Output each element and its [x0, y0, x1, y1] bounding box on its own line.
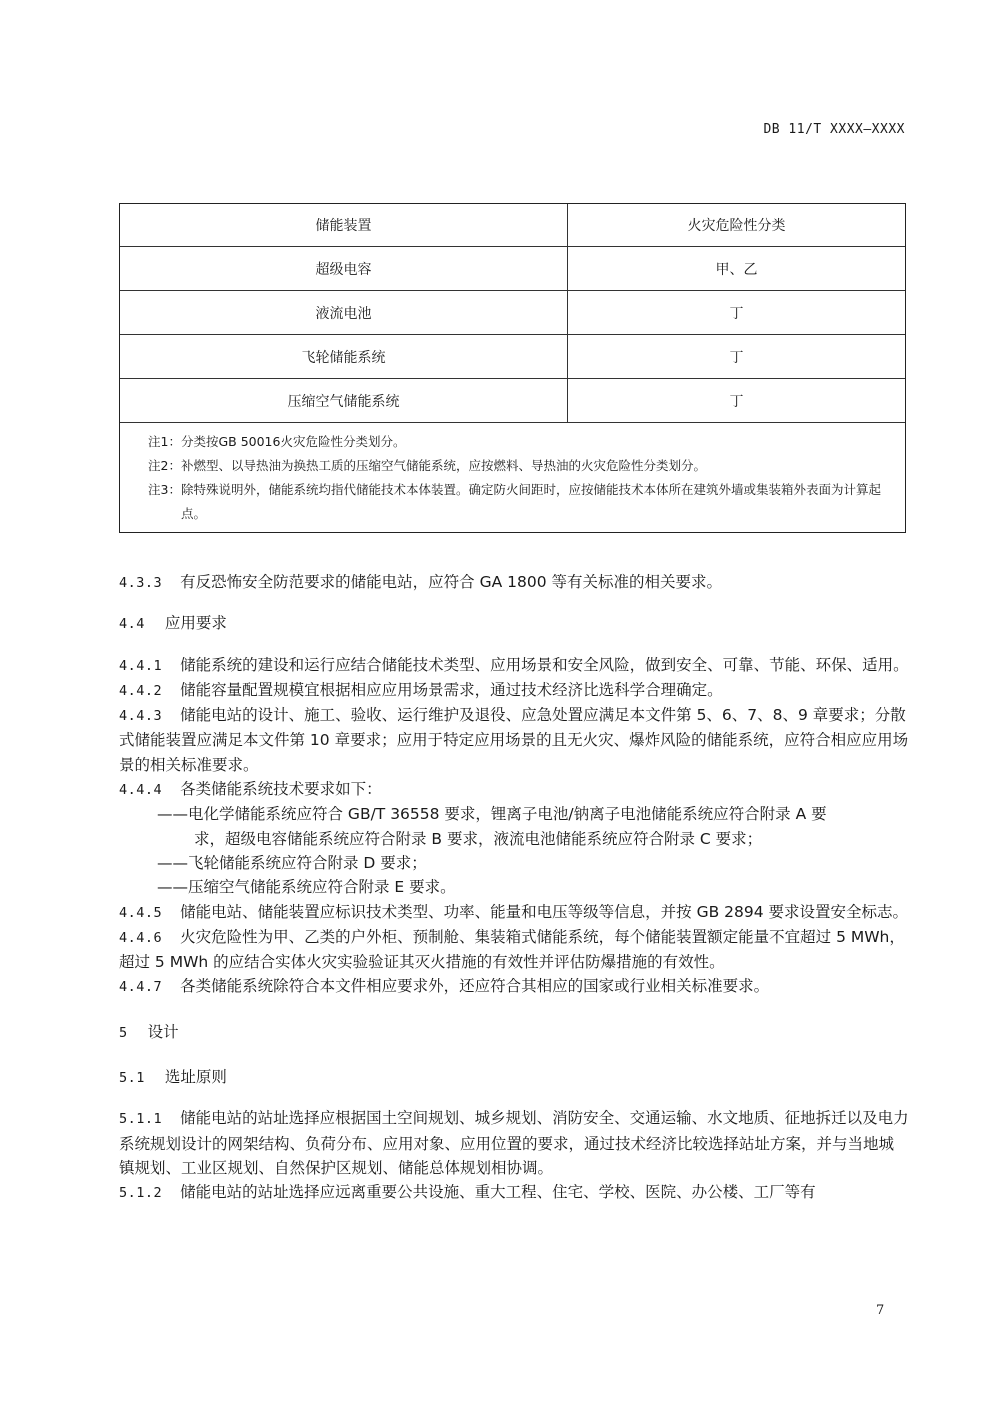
table-note	[148, 454, 893, 478]
clause-5-1-2	[119, 1180, 909, 1205]
document-body	[119, 570, 909, 1206]
table-cell: 液流电池	[120, 291, 568, 334]
clause-4-4-4	[119, 777, 909, 802]
clause-number: 5.1.2	[119, 1185, 163, 1202]
clause-text: 储能电站、储能装置应标识技术类型、功率、能量和电压等级等信息，并按 GB 2894 要求设置安全标志。	[180, 902, 909, 921]
clause-number: 4.4.7	[119, 979, 163, 996]
clause-text: 火灾危险性为甲、乙类的户外柜、预制舱、集装箱式储能系统，每个储能装置额定能量不宜超过 5 MWh，超过 5 MWh 的应结合实体火灾实验验证其灭火措施的有效性并评估防爆措施的有效性。	[119, 927, 905, 972]
table-cell: 超级电容	[120, 247, 568, 290]
clause-number: 4.4.6	[119, 929, 163, 946]
table-row	[120, 247, 905, 291]
clause-5-1-1	[119, 1106, 909, 1180]
table-cell: 丁	[729, 393, 744, 410]
list-item-electrochemical: ——电化学储能系统应符合 GB/T 36558 要求，锂离子电池/钠离子电池储能系统应符合附录 A 要	[157, 805, 827, 824]
table-row	[120, 335, 905, 379]
list-item-flywheel: ——飞轮储能系统应符合附录 D 要求；	[157, 853, 427, 872]
clause-number: 4.4.1	[119, 657, 163, 674]
clause-number: 4.4.3	[119, 708, 163, 725]
clause-text: 各类储能系统技术要求如下：	[180, 780, 382, 799]
document-code: DB 11/T XXXX—XXXX	[763, 122, 905, 137]
clause-number: 4.3.3	[119, 575, 163, 591]
table-cell: 飞轮储能系统	[120, 335, 568, 378]
clause-text: 有反恐怖安全防范要求的储能电站，应符合 GA 1800 等有关标准的相关要求。	[180, 573, 722, 591]
clause-4-3-3	[119, 570, 909, 595]
note-label: 注2：	[148, 458, 181, 473]
section-heading-5-1	[119, 1065, 909, 1090]
section-heading-4-4	[119, 611, 909, 636]
table-header-classification: 火灾危险性分类	[687, 218, 786, 234]
clause-4-4-3	[119, 703, 909, 777]
table-notes	[120, 423, 905, 532]
table-cell: 丁	[729, 349, 744, 366]
table-note	[148, 430, 893, 454]
clause-number: 4.4.2	[119, 682, 163, 699]
table-header-device: 储能装置	[120, 204, 568, 246]
note-text: 补燃型、以导热油为换热工质的压缩空气储能系统，应按燃料、导热油的火灾危险性分类划分。	[180, 458, 706, 473]
clause-4-4-2	[119, 678, 909, 703]
note-text: 除特殊说明外，储能系统均指代储能技术本体装置。确定防火间距时，应按储能技术本体所在建筑外墙或集装箱外表面为计算起点。	[180, 482, 881, 521]
clause-text: 储能电站的站址选择应远离重要公共设施、重大工程、住宅、学校、医院、办公楼、工厂等有	[180, 1183, 816, 1202]
section-title: 应用要求	[164, 614, 227, 633]
section-number: 5.1	[119, 1070, 145, 1087]
section-title: 选址原则	[164, 1068, 227, 1087]
clause-number: 4.4.4	[119, 782, 163, 799]
clause-text: 各类储能系统除符合本文件相应要求外，还应符合其相应的国家或行业相关标准要求。	[180, 977, 770, 996]
list-item-electrochemical-continued: 求，超级电容储能系统应符合附录 B 要求，液流电池储能系统应符合附录 C 要求；	[194, 829, 763, 848]
clause-text: 储能系统的建设和运行应结合储能技术类型、应用场景和安全风险，做到安全、可靠、节能、环保、适用。	[180, 655, 909, 674]
clause-4-4-5	[119, 900, 909, 925]
note-label: 注1：	[148, 434, 181, 449]
table-note	[148, 478, 893, 526]
table-header-row	[120, 204, 905, 247]
page-number: 7	[876, 1303, 885, 1318]
table-cell: 甲、乙	[715, 261, 758, 278]
clause-text: 储能电站的设计、施工、验收、运行维护及退役、应急处置应满足本文件第 5、6、7、8、9 章要求；分散式储能装置应满足本文件第 10 章要求；应用于特定应用场景的且无火灾、爆炸风险的储能系统，应符合相应应用场景的相关标准要求。	[119, 706, 909, 774]
note-label: 注3：	[148, 482, 181, 497]
clause-4-4-7	[119, 974, 909, 999]
clause-number: 4.4.5	[119, 904, 163, 921]
clause-4-4-1	[119, 653, 909, 678]
clause-4-4-6	[119, 925, 909, 975]
table-cell: 丁	[729, 305, 744, 322]
chapter-title: 设计	[147, 1022, 179, 1041]
table-cell: 压缩空气储能系统	[120, 379, 568, 422]
section-number: 4.4	[119, 616, 145, 633]
table-row	[120, 379, 905, 423]
fire-hazard-table	[119, 203, 906, 533]
chapter-heading-5	[119, 1020, 909, 1045]
chapter-number: 5	[119, 1024, 128, 1041]
clause-text: 储能电站的站址选择应根据国土空间规划、城乡规划、消防安全、交通运输、水文地质、征地拆迁以及电力系统规划设计的网架结构、负荷分布、应用对象、应用位置的要求，通过技术经济比较选择站址方案，并与当地城镇规划、工业区规划、自然保护区规划、储能总体规划相协调。	[119, 1109, 909, 1177]
list-item-compressed-air: ——压缩空气储能系统应符合附录 E 要求。	[157, 878, 456, 897]
table-row	[120, 291, 905, 335]
clause-text: 储能容量配置规模宜根据相应应用场景需求，通过技术经济比选科学合理确定。	[180, 680, 723, 699]
note-text: 分类按GB 50016火灾危险性分类划分。	[180, 434, 406, 449]
clause-number: 5.1.1	[119, 1111, 163, 1128]
